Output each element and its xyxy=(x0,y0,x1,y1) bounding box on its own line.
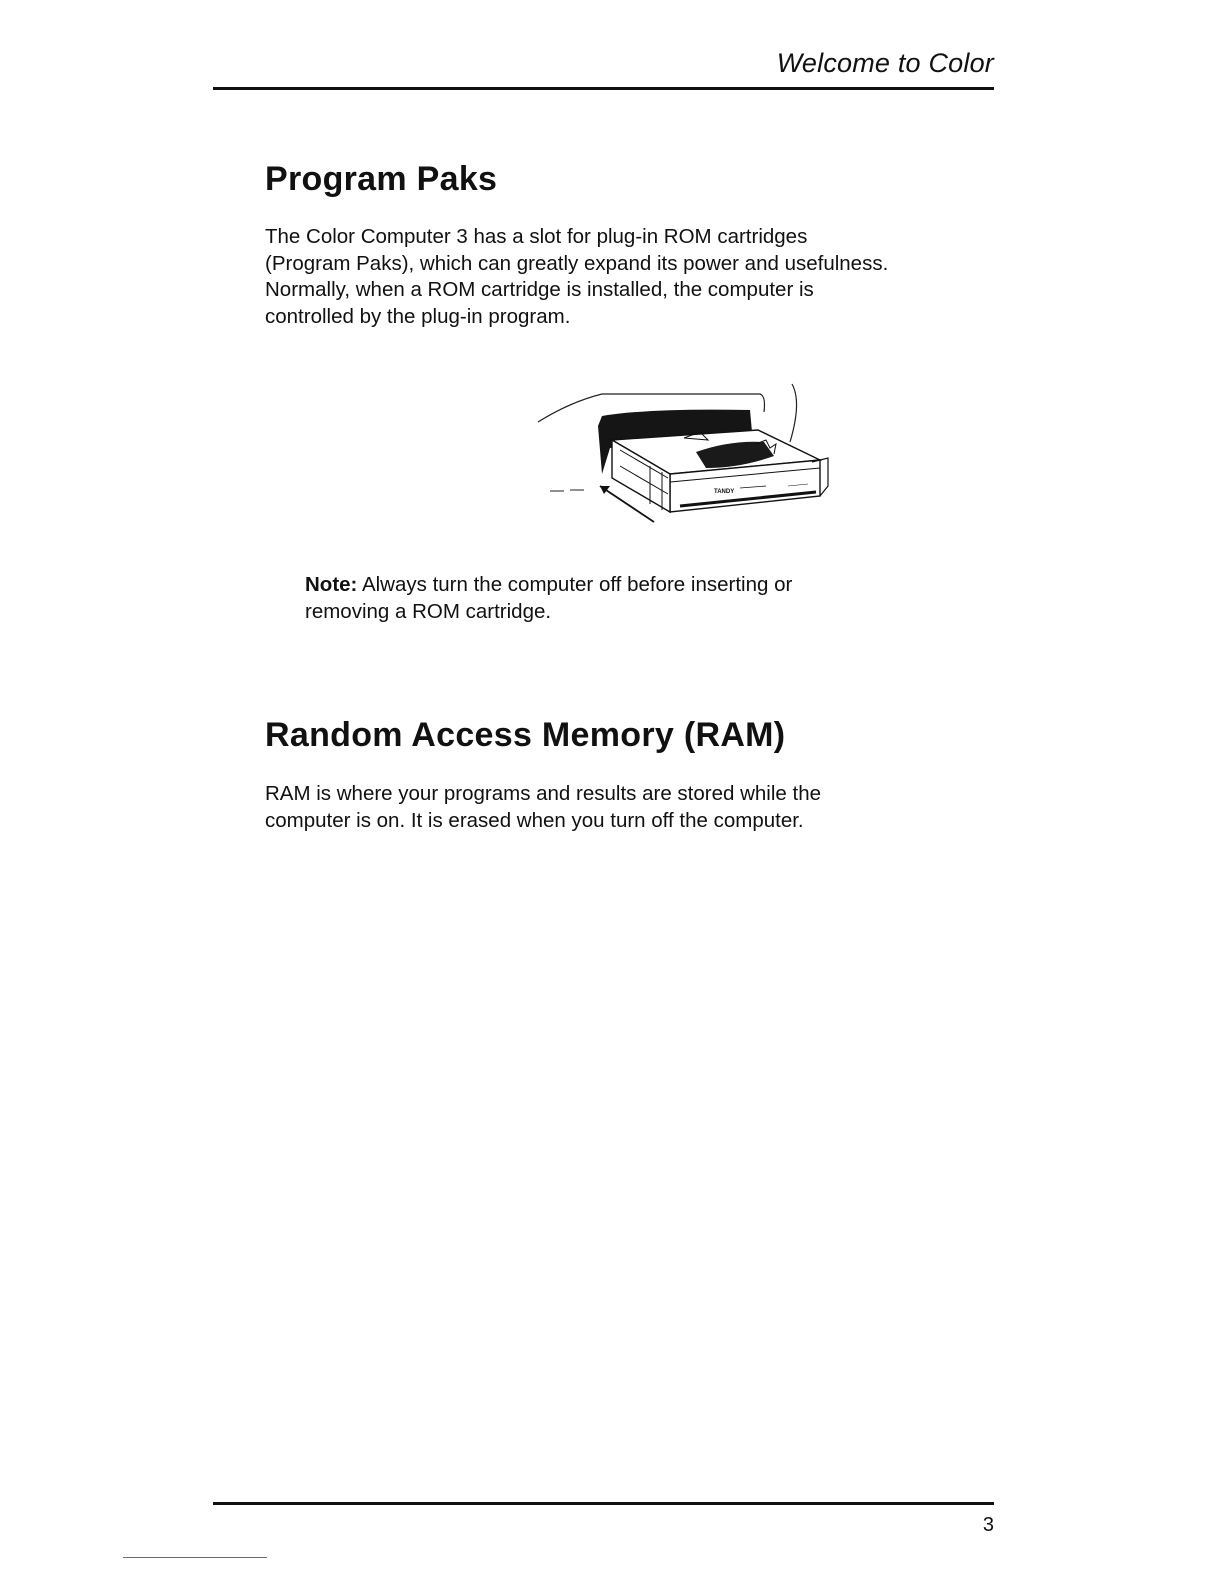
note-line: Always turn the computer off before inserting or xyxy=(357,573,793,596)
scan-edge-mark xyxy=(123,1557,267,1558)
header-rule xyxy=(213,87,994,90)
running-head: Welcome to Color xyxy=(776,48,994,78)
page-number: 3 xyxy=(982,1514,994,1536)
paragraph-line: controlled by the plug-in program. xyxy=(265,304,571,328)
note-label: Note: xyxy=(305,573,358,596)
program-paks-paragraph xyxy=(265,224,965,330)
paragraph-line: RAM is where your programs and results are stored while the xyxy=(265,782,822,805)
footer-rule xyxy=(213,1502,994,1505)
section-heading-ram: Random Access Memory (RAM) xyxy=(265,716,786,754)
cartridge-insertion-illustration xyxy=(530,382,840,527)
paragraph-line: Normally, when a ROM cartridge is installed, the computer is xyxy=(265,278,814,301)
note-callout xyxy=(305,572,925,625)
paragraph-line: computer is on. It is erased when you turn off the computer. xyxy=(265,808,804,832)
ram-paragraph xyxy=(265,781,965,834)
section-heading-program-paks: Program Paks xyxy=(265,160,498,198)
paragraph-line: (Program Paks), which can greatly expand its power and usefulness. xyxy=(265,251,889,275)
paragraph-line: The Color Computer 3 has a slot for plug-in ROM cartridges xyxy=(265,225,808,248)
cartridge-label-text: TANDY xyxy=(714,489,735,495)
note-line: removing a ROM cartridge. xyxy=(305,599,552,623)
